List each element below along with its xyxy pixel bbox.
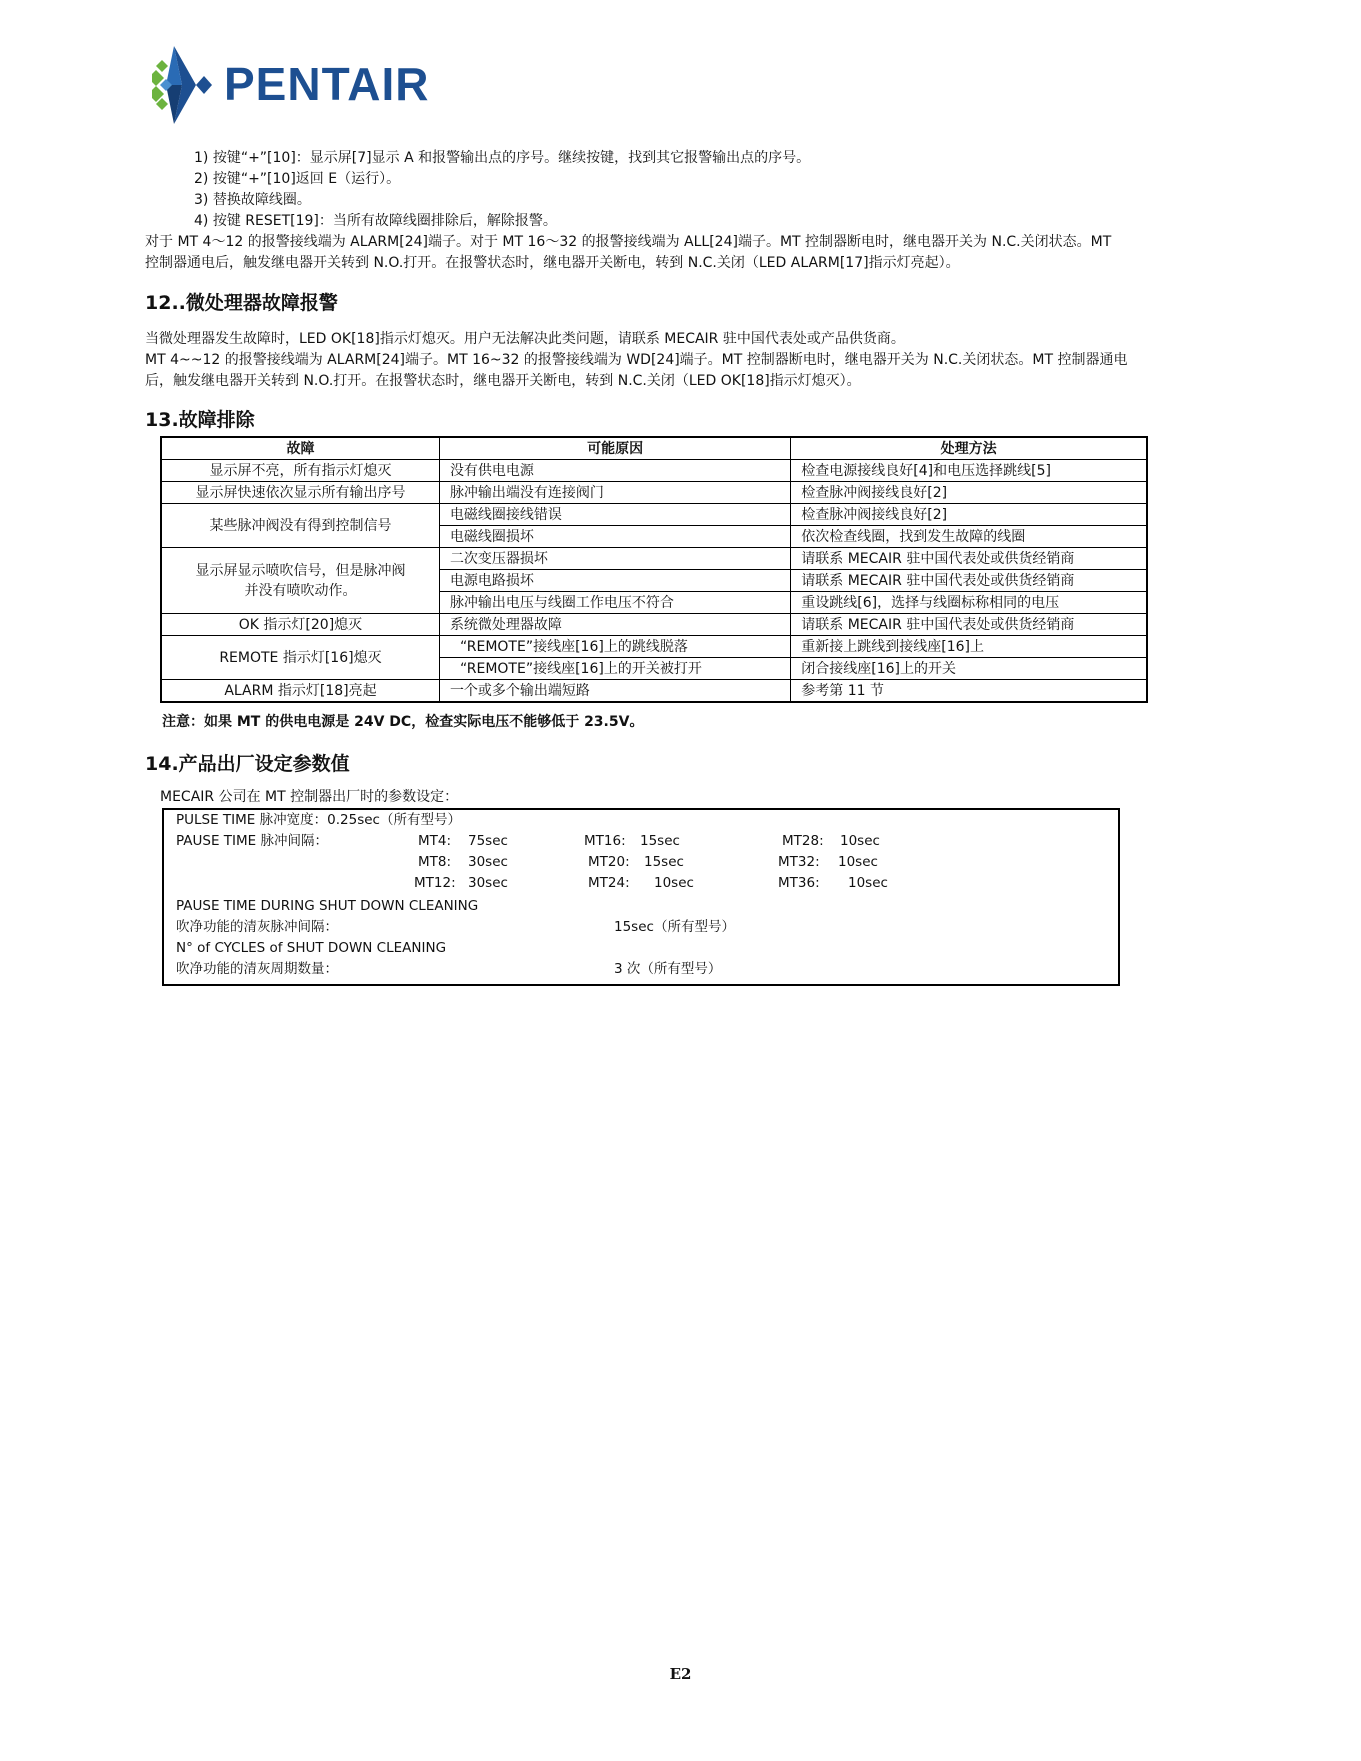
pause-value: 15sec (644, 854, 684, 870)
remedy-cell: 检查电源接线良好[4]和电压选择跳线[5] (791, 460, 1147, 482)
pause-time-label: PAUSE TIME 脉冲间隔： (176, 833, 328, 849)
remedy-cell: 闭合接线座[16]上的开关 (791, 658, 1147, 680)
header-cause: 可能原因 (439, 437, 790, 460)
pause-value: 15sec (640, 833, 680, 849)
table-row (161, 636, 1147, 658)
pause-model: MT24: (588, 875, 630, 891)
cause-cell: 脉冲输出电压与线圈工作电压不符合 (439, 592, 790, 614)
cause-cell: 一个或多个输出端短路 (439, 680, 790, 703)
fault-line-2: 并没有喷吹动作。 (244, 582, 357, 599)
sec12-line-3: 后，触发继电器开关转到 N.O.打开。在报警状态时，继电器开关断电，转到 N.C.关闭（LED OK[18]指示灯熄灭）。 (145, 373, 861, 389)
param-intro: MECAIR 公司在 MT 控制器出厂时的参数设定： (160, 789, 459, 805)
remedy-cell: 请联系 MECAIR 驻中国代表处或供货经销商 (791, 570, 1147, 592)
pentair-wordmark: PENTAIR (224, 58, 430, 110)
cycles-en: N° of CYCLES of SHUT DOWN CLEANING (176, 940, 447, 956)
fault-cell: 显示屏不亮，所有指示灯熄灭 (161, 460, 439, 482)
remedy-cell: 请联系 MECAIR 驻中国代表处或供货经销商 (791, 548, 1147, 570)
fault-cell (161, 548, 439, 614)
remedy-cell: 重新接上跳线到接线座[16]上 (791, 636, 1147, 658)
table-row (161, 460, 1147, 482)
fault-cell: 显示屏快速依次显示所有输出序号 (161, 482, 439, 504)
sec12-line-2: MT 4~~12 的报警接线端为 ALARM[24]端子。MT 16~32 的报警接线端为 WD[24]端子。MT 控制器断电时，继电器开关为 N.C.关闭状态。MT 控制器通电 (145, 352, 1128, 368)
remedy-cell: 检查脉冲阀接线良好[2] (791, 504, 1147, 526)
cause-cell: 二次变压器损坏 (439, 548, 790, 570)
pause-value: 75sec (468, 833, 508, 849)
step-4: 4) 按键 RESET[19]：当所有故障线圈排除后，解除报警。 (194, 213, 557, 229)
note-label: 注意 (162, 714, 190, 730)
pulse-time: PULSE TIME 脉冲宽度：0.25sec（所有型号） (176, 812, 461, 828)
table-row (161, 482, 1147, 504)
remedy-cell: 请联系 MECAIR 驻中国代表处或供货经销商 (791, 614, 1147, 636)
remedy-cell: 重设跳线[6]，选择与线圈标称相同的电压 (791, 592, 1147, 614)
pause-shutdown-cn: 吹净功能的清灰脉冲间隔： (176, 919, 338, 935)
cause-cell: 电源电路损坏 (439, 570, 790, 592)
pause-model: MT28: (782, 833, 824, 849)
sec13-heading: 13.故障排除 (145, 409, 255, 431)
pentair-logo (152, 46, 472, 126)
pause-model: MT12: (414, 875, 456, 891)
fault-line-1: 显示屏显示喷吹信号，但是脉冲阀 (195, 562, 406, 579)
troubleshooting-table (160, 436, 1148, 703)
header-fault: 故障 (161, 437, 439, 460)
pentair-diamond-icon (152, 46, 214, 124)
cause-cell: 电磁线圈接线错误 (439, 504, 790, 526)
pause-shutdown-en: PAUSE TIME DURING SHUT DOWN CLEANING (176, 898, 479, 914)
note-text: ：如果 MT 的供电电源是 24V DC，检查实际电压不能够低于 23.5V。 (190, 714, 644, 730)
voltage-note (162, 712, 643, 732)
fault-cell: 某些脉冲阀没有得到控制信号 (161, 504, 439, 548)
pause-model: MT4: (418, 833, 452, 849)
factory-params-box (162, 808, 1120, 986)
pause-model: MT36: (778, 875, 820, 891)
cycles-cn: 吹净功能的清灰周期数量： (176, 961, 338, 977)
cause-cell: 脉冲输出端没有连接阀门 (439, 482, 790, 504)
cause-cell: 没有供电电源 (439, 460, 790, 482)
step-3: 3) 替换故障线圈。 (194, 192, 311, 208)
fault-cell: REMOTE 指示灯[16]熄灭 (161, 636, 439, 680)
pause-value: 10sec (838, 854, 878, 870)
cause-cell: “REMOTE”接线座[16]上的跳线脱落 (439, 636, 790, 658)
step-1: 1) 按键“+”[10]：显示屏[7]显示 A 和报警输出点的序号。继续按键，找到其它报警输出点的序号。 (194, 150, 811, 166)
pause-value: 30sec (468, 875, 508, 891)
sec11-para-line-1: 对于 MT 4～12 的报警接线端为 ALARM[24]端子。对于 MT 16～32 的报警接线端为 ALL[24]端子。MT 控制器断电时，继电器开关为 N.C.关闭状态。MT (145, 234, 1112, 250)
table-row (161, 614, 1147, 636)
pause-model: MT20: (588, 854, 630, 870)
pause-value: 10sec (840, 833, 880, 849)
pause-value: 10sec (848, 875, 888, 891)
remedy-cell: 依次检查线圈，找到发生故障的线圈 (791, 526, 1147, 548)
sec14-heading: 14.产品出厂设定参数值 (145, 753, 350, 775)
pause-value: 10sec (654, 875, 694, 891)
pause-model: MT8: (418, 854, 452, 870)
fault-cell: OK 指示灯[20]熄灭 (161, 614, 439, 636)
pause-shutdown-value: 15sec（所有型号） (614, 919, 735, 935)
remedy-cell: 检查脉冲阀接线良好[2] (791, 482, 1147, 504)
cycles-value: 3 次（所有型号） (614, 961, 722, 977)
page-number: E2 (669, 1665, 692, 1683)
table-header-row (161, 437, 1147, 460)
sec12-line-1: 当微处理器发生故障时，LED OK[18]指示灯熄灭。用户无法解决此类问题，请联系 MECAIR 驻中国代表处或产品供货商。 (145, 331, 905, 347)
sec11-para-line-2: 控制器通电后，触发继电器开关转到 N.O.打开。在报警状态时，继电器开关断电，转到 N.C.关闭（LED ALARM[17]指示灯亮起）。 (145, 255, 960, 271)
table-row (161, 548, 1147, 570)
pause-model: MT16: (584, 833, 626, 849)
sec12-heading: 12..微处理器故障报警 (145, 292, 338, 314)
cause-cell: 系统微处理器故障 (439, 614, 790, 636)
table-row (161, 504, 1147, 526)
pause-value: 30sec (468, 854, 508, 870)
cause-cell: 电磁线圈损坏 (439, 526, 790, 548)
header-remedy: 处理方法 (791, 437, 1147, 460)
fault-cell: ALARM 指示灯[18]亮起 (161, 680, 439, 703)
cause-cell: “REMOTE”接线座[16]上的开关被打开 (439, 658, 790, 680)
pause-model: MT32: (778, 854, 820, 870)
remedy-cell: 参考第 11 节 (791, 680, 1147, 703)
table-row (161, 680, 1147, 703)
step-2: 2) 按键“+”[10]返回 E（运行）。 (194, 171, 401, 187)
